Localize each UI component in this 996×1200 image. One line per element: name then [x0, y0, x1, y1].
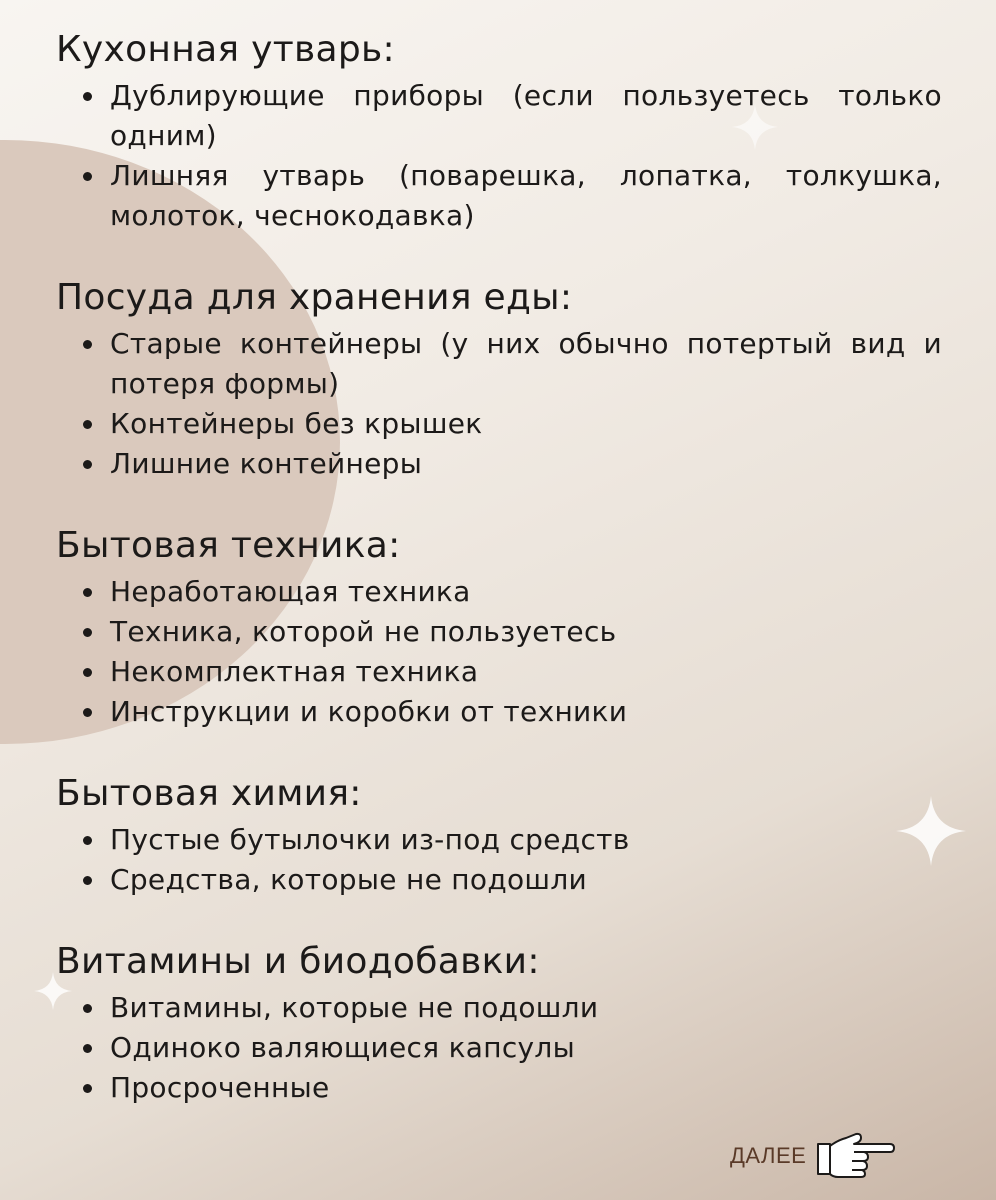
checklist: [56, 26, 942, 1146]
list-item: Неработающая техника: [56, 572, 942, 612]
section-vitamins: [56, 938, 942, 1108]
item-list: [56, 324, 942, 484]
section-appliances: [56, 522, 942, 732]
list-item: Средства, которые не подошли: [56, 860, 942, 900]
item-list: [56, 572, 942, 732]
list-item: Техника, которой не пользуетесь: [56, 612, 942, 652]
pointing-hand-icon: [816, 1130, 896, 1182]
list-item: Контейнеры без крышек: [56, 404, 942, 444]
item-list: [56, 988, 942, 1108]
section-food-storage: [56, 274, 942, 484]
list-item: Лишние контейнеры: [56, 444, 942, 484]
list-item: Просроченные: [56, 1068, 942, 1108]
section-title: Витамины и биодобавки:: [56, 941, 540, 982]
section-title: Бытовая химия:: [56, 773, 362, 814]
section-household-chemicals: [56, 770, 942, 900]
item-list: [56, 76, 942, 236]
list-item: Старые контейнеры (у них обычно потертый вид и потеря формы): [56, 324, 942, 404]
section-kitchen-utensils: [56, 26, 942, 236]
list-item: Инструкции и коробки от техники: [56, 692, 942, 732]
next-button[interactable]: [730, 1130, 896, 1182]
list-item: Дублирующие приборы (если пользуетесь только одним): [56, 76, 942, 156]
list-item: Витамины, которые не подошли: [56, 988, 942, 1028]
list-item: Пустые бутылочки из-под средств: [56, 820, 942, 860]
section-title: Бытовая техника:: [56, 525, 401, 566]
list-item: Лишняя утварь (поварешка, лопатка, толкушка, молоток, чеснокодавка): [56, 156, 942, 236]
list-item: Некомплектная техника: [56, 652, 942, 692]
section-title: Посуда для хранения еды:: [56, 277, 573, 318]
list-item: Одиноко валяющиеся капсулы: [56, 1028, 942, 1068]
item-list: [56, 820, 942, 900]
next-label: ДАЛЕЕ: [730, 1143, 807, 1168]
section-title: Кухонная утварь:: [56, 29, 395, 70]
